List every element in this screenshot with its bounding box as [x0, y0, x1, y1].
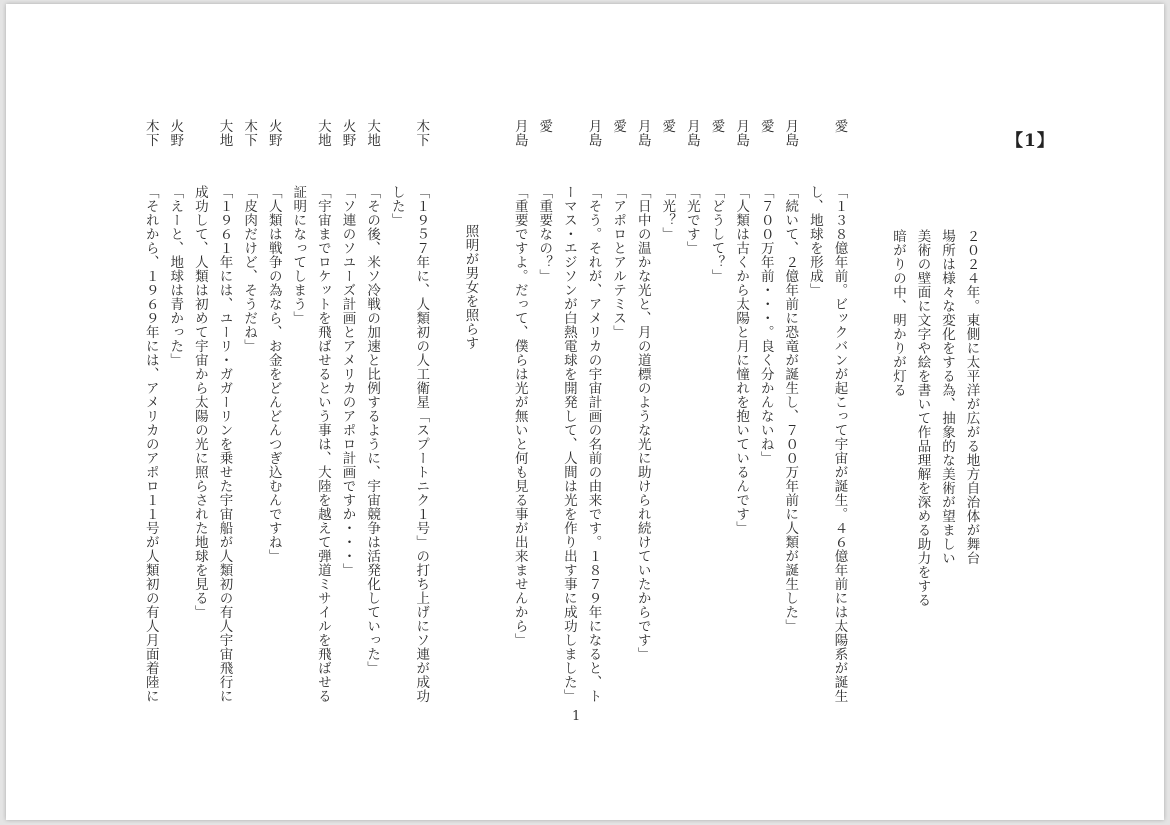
dialogue-line: 「１９６１年には、ユーリ・ガガーリンを乗せた宇宙船が人類初の有人宇宙飛行に — [216, 185, 233, 703]
dialogue-line: 「アポロとアルテミス」 — [610, 185, 627, 339]
speaker-name: 月島 — [733, 119, 750, 147]
dialogue-line: 「そう。それが、アメリカの宇宙計画の名前の由来です。１８７９年になると、ト — [585, 185, 602, 703]
dialogue-line: 「人類は戦争の為なら、お金をどんどんつぎ込むんですね」 — [265, 185, 282, 563]
dialogue-line: し、地球を形成」 — [806, 185, 823, 297]
dialogue-line: 「重要なの？」 — [536, 185, 553, 283]
speaker-name: 木下 — [413, 119, 430, 147]
stage-direction-line: ２０２４年。東側に太平洋が広がる地方自治体が舞台 — [963, 229, 980, 565]
speaker-name: 木下 — [142, 119, 159, 147]
dialogue-line: 証明になってしまう」 — [290, 185, 307, 325]
speaker-name: 月島 — [782, 119, 799, 147]
speaker-name: 火野 — [339, 119, 356, 147]
dialogue-line: 「ソ連のソユーズ計画とアメリカのアポロ計画ですか・・・」 — [339, 185, 356, 577]
dialogue-line: 「人類は古くから太陽と月に憧れを抱いているんです」 — [733, 185, 750, 535]
dialogue-line: 「１３８億年前。ビックバンが起こって宇宙が誕生。４６億年前には太陽系が誕生 — [831, 185, 848, 703]
dialogue-line: 「えーと、地球は青かった」 — [167, 185, 184, 367]
speaker-name: 火野 — [167, 119, 184, 147]
dialogue-line: 「日中の温かな光と、月の道標のような光に助けられ続けていたからです」 — [634, 185, 651, 661]
margin-mark: 1 — [572, 709, 581, 724]
speaker-name: 火野 — [265, 119, 282, 147]
speaker-name: 愛 — [831, 119, 848, 133]
page-number: 【1】 — [1006, 131, 1055, 151]
dialogue-line: 「続いて、２億年前に恐竜が誕生し、７００万年前に人類が誕生した」 — [782, 185, 799, 633]
dialogue-line: ーマス・エジソンが白熱電球を開発して、人間は光を作り出す事に成功しました」 — [560, 185, 577, 703]
stage-direction-line: 照明が男女を照らす — [462, 224, 479, 350]
speaker-name: 愛 — [610, 119, 627, 133]
speaker-name: 愛 — [536, 119, 553, 133]
script-page — [6, 4, 1164, 820]
dialogue-line: した」 — [388, 185, 405, 227]
speaker-name: 愛 — [659, 119, 676, 133]
speaker-name: 月島 — [634, 119, 651, 147]
dialogue-line: 成功して、人類は初めて宇宙から太陽の光に照らされた地球を見る」 — [191, 185, 208, 619]
speaker-name: 大地 — [216, 119, 233, 147]
speaker-name: 月島 — [585, 119, 602, 147]
stage-direction-line: 場所は様々な変化をする為、抽象的な美術が望ましい — [939, 229, 955, 565]
dialogue-line: 「皮肉だけど、そうだね」 — [241, 185, 258, 353]
stage-direction-line: 美術の壁面に文字や絵を書いて作品理解を深める助力をする — [914, 229, 931, 607]
dialogue-line: 「１９５７年に、人類初の人工衛星「スプートニク１号」の打ち上げにソ連が成功 — [413, 185, 430, 703]
dialogue-line: 「光です」 — [683, 185, 700, 255]
speaker-name: 木下 — [241, 119, 258, 147]
stage-direction-line: 暗がりの中、明かりが灯る — [890, 229, 906, 397]
speaker-name: 愛 — [708, 119, 725, 133]
speaker-name: 月島 — [683, 119, 700, 147]
dialogue-line: 「宇宙までロケットを飛ばせるという事は、大陸を越えて弾道ミサイルを飛ばせる — [314, 185, 331, 703]
speaker-name: 愛 — [757, 119, 774, 133]
dialogue-line: 「それから、１９６９年には、アメリカのアポロ１１号が人類初の有人月面着陸に — [142, 185, 159, 703]
dialogue-line: 「重要ですよ。だって、僕らは光が無いと何も見る事が出来ませんから」 — [511, 185, 528, 647]
dialogue-line: 「その後、米ソ冷戦の加速と比例するように、宇宙競争は活発化していった」 — [364, 185, 381, 675]
dialogue-line: 「どうして？」 — [708, 185, 725, 283]
dialogue-line: 「光？」 — [659, 185, 676, 241]
speaker-name: 大地 — [364, 119, 381, 147]
dialogue-line: 「７００万年前・・・。良く分かんないね」 — [757, 185, 774, 465]
speaker-name: 月島 — [511, 119, 528, 147]
speaker-name: 大地 — [314, 119, 331, 147]
